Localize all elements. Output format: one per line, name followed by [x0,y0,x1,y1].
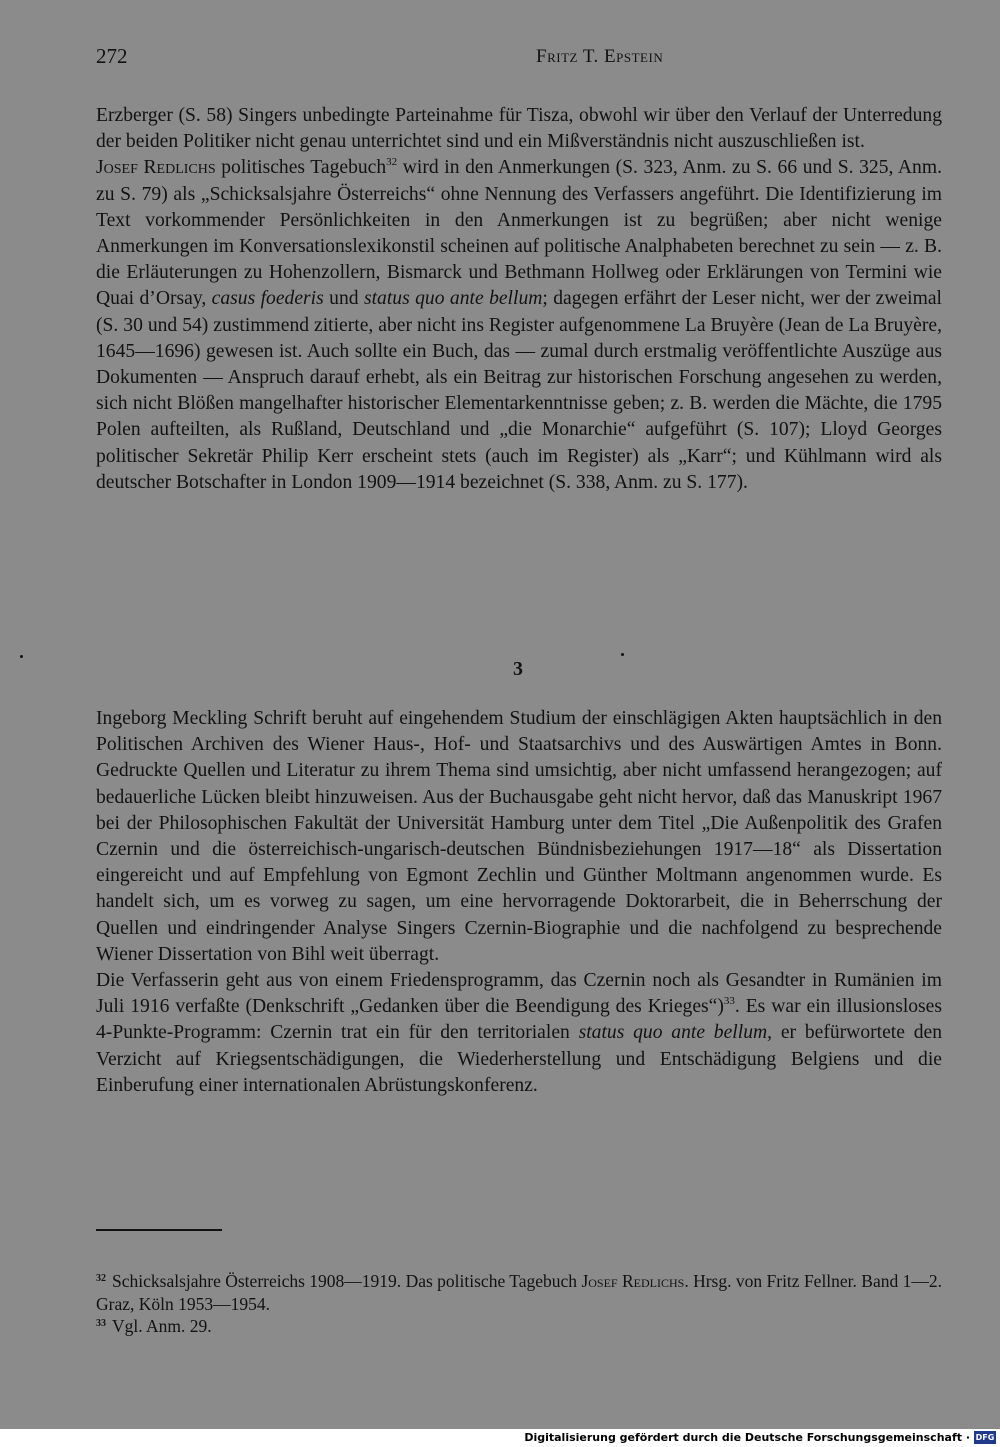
text-run: wird in den Anmerkungen (S. 323, Anm. zu S. 66 und S. 325, Anm. zu S. 79) als „Schicksalsjahre Österreichs“ ohne Nennung des Verfassers angeführt. Die Identifizierung im Text vorkommender Persönlichkeiten in den Anmerkungen ist zu begrüßen; aber nicht wenige Anmerkungen im Konversationslexikonstil scheinen auf politische Analphabeten berechnet zu sein — z. B. die Erläuterungen zu Hohenzollern, Bismarck und Bethmann Hollweg oder Erklärungen von Termini wie Quai d’Orsay, [96,157,942,310]
footnote-number: 32 [96,1273,106,1284]
scan-speck [621,653,624,656]
footnote-32 [96,1270,942,1315]
footer-credit: Digitalisierung gefördert durch die Deutsche Forschungsgemeinschaft · [524,1431,970,1444]
footnote-divider [96,1229,222,1231]
text-block-2 [96,706,942,1099]
section-number: 3 [513,658,523,680]
dfg-logo-icon: DFG [975,1433,995,1442]
footnote-number: 33 [96,1318,106,1329]
italic-term: status quo ante bellum [363,288,543,310]
text-run: ; dagegen erfährt der Leser nicht, wer der zweimal (S. 30 und 54) zustimmend zitierte, aber nicht ins Register aufgenommene La Bruyère (Jean de La Bruyère, 1645—1696) gewesen ist. Auch sollte ein Buch, das — zumal durch erstmalig veröffentlichte Auszüge aus Dokumenten — Anspruch darauf erhebt, als ein Beitrag zur historischen Forschung angesehen zu werden, sich nicht Blößen mangelhafter historischer Elementarkenntnisse geben; z. B. werden die Mächte, die 1795 Polen aufteilten, als Rußland, Deutschland und „die Monarchie“ aufgeführt (S. 107); Lloyd Georges politischer Sekretär Philip Kerr erscheint stets (auch im Register) als „Karr“; und Kühlmann wird als deutscher Botschafter in London 1909—1914 bezeichnet (S. 338, Anm. zu S. 177). [96,288,943,493]
paragraph: Ingeborg Meckling Schrift beruht auf eingehendem Studium der einschlägigen Akten hauptsächlich in den Politischen Archiven des Wiener Haus-, Hof- und Staatsarchivs und des Auswärtigen Amtes in Bonn. Gedruckte Quellen und Literatur zu ihrem Thema sind umsichtig, aber nicht umfassend herangezogen; auf bedauerliche Lücken bleibt hinzuweisen. Aus der Buchausgabe geht nicht hervor, daß das Manuskript 1967 bei der Philosophischen Fakultät der Universität Hamburg unter dem Titel „Die Außenpolitik des Grafen Czernin und die österreichisch-ungarisch-deutschen Bündnisbeziehungen 1917—18“ als Dissertation eingereicht und auf Empfehlung von Egmont Zechlin und Günther Moltmann angenommen wurde. Es handelt sich, um es vorweg zu sagen, um eine hervorragende Doktorarbeit, die in Beherrschung der Quellen und eindringender Analyse Singers Czernin-Biographie und die nachfolgend zu besprechende Wiener Dissertation von Bihl weit überragt. [96,708,942,965]
text-run: Die Verfasserin geht aus von einem Friedensprogramm, das Czernin noch als Gesandter in Rumänien im Juli 1916 verfaßte (Denkschrift „Gedanken über die Beendigung des Krieges“) [96,970,942,1018]
text-run: Vgl. Anm. 29. [112,1316,212,1336]
text-run: . Hrsg. von Fritz Fellner. Band 1—2. Graz, Köln 1953—1954. [96,1271,942,1314]
page-number: 272 [96,44,128,68]
italic-term: status quo ante bellum, [578,1022,773,1044]
author-name: Josef Redlichs [581,1271,685,1291]
running-head: Fritz T. Epstein [536,46,664,67]
text-block-1 [96,103,942,496]
digitization-footer [0,1429,1000,1447]
footnote-ref: 33 [723,995,735,1008]
text-run: . Es war ein illusionsloses 4-Punkte-Programm: Czernin trat ein für den territorialen [96,996,943,1044]
footnote-33 [96,1315,942,1338]
author-name: Josef Redlichs [96,157,216,179]
text-run: politisches Tagebuch [215,157,387,179]
paragraph [96,155,942,496]
scan-speck [20,655,23,658]
paragraph [96,968,942,1099]
footnote-ref: 32 [386,156,398,169]
text-run: Schicksalsjahre Österreichs 1908—1919. Das politische Tagebuch [112,1271,582,1291]
paragraph: Erzberger (S. 58) Singers unbedingte Parteinahme für Tisza, obwohl wir über den Verlauf der Unterredung der beiden Politiker nicht genau unterrichtet sind und ein Mißverständnis nicht auszuschließen ist. [96,105,942,153]
footnotes [96,1270,942,1338]
italic-term: casus foederis [211,288,324,310]
page-header [96,44,942,74]
text-run: er befürwortete den Verzicht auf Kriegsentschädigungen, die Wiederherstellung und Entschädigung Belgiens und die Einberufung einer internationalen Abrüstungskonferenz. [96,1022,942,1096]
text-run: und [323,288,364,310]
